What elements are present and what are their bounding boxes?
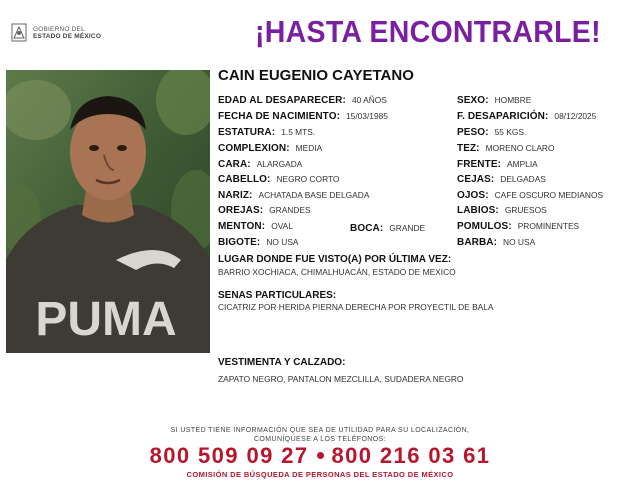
- field-value: 08/12/2025: [554, 111, 597, 121]
- contact-info-line1: SI USTED TIENE INFORMACIÓN QUE SEA DE UTILIDAD PARA SU LOCALIZACIÓN,: [170, 427, 470, 434]
- field-label: POMULOS:: [457, 221, 512, 232]
- field-value: 55 KGS.: [494, 127, 527, 137]
- field-ojos: [457, 189, 603, 202]
- clothing-value: ZAPATO NEGRO, PANTALON MEZCLILLA, SUDADERA NEGRO: [218, 374, 464, 384]
- field-label: OJOS:: [457, 190, 489, 201]
- distinguishing-marks-value: CICATRIZ POR HERIDA PIERNA DERECHA POR PROYECTIL DE BALA: [218, 302, 494, 312]
- field-label: NARIZ:: [218, 190, 253, 201]
- logo-line1: GOBIERNO DEL: [33, 25, 85, 33]
- last-seen-title: LUGAR DONDE FUE VISTO(A) POR ÚLTIMA VEZ:: [218, 254, 452, 265]
- field-value: CAFE OSCURO MEDIANOS: [494, 190, 604, 200]
- phone-number-2[interactable]: 800 216 03 61: [331, 443, 491, 468]
- field-value: OVAL: [271, 221, 293, 231]
- field-label: FECHA DE NACIMIENTO:: [218, 111, 340, 122]
- field-label: ESTATURA:: [218, 127, 276, 138]
- headline: ¡HASTA ENCONTRARLE!: [255, 14, 601, 49]
- field-value: HOMBRE: [494, 95, 532, 105]
- field-peso: [457, 126, 526, 139]
- field-value: NO USA: [266, 237, 299, 247]
- field-labios: [457, 204, 547, 217]
- field-orejas: [218, 204, 311, 217]
- field-tez: [457, 142, 555, 155]
- field-edad: [218, 94, 387, 107]
- field-label: F. DESAPARICIÓN:: [457, 111, 549, 122]
- field-nacimiento: [218, 110, 388, 123]
- field-label: CEJAS:: [457, 174, 495, 185]
- field-menton: [218, 220, 293, 233]
- field-label: COMPLEXION:: [218, 143, 290, 154]
- person-name: CAIN EUGENIO CAYETANO: [218, 67, 414, 84]
- person-photo-illustration: [6, 70, 210, 353]
- field-value: NO USA: [503, 237, 536, 247]
- field-value: PROMINENTES: [517, 221, 580, 231]
- shirt-text: PUMA: [35, 293, 177, 346]
- field-label: BOCA:: [350, 223, 384, 234]
- field-barba: [457, 236, 535, 249]
- distinguishing-marks-title: SENAS PARTICULARES:: [218, 290, 337, 301]
- field-value: MORENO CLARO: [485, 143, 555, 153]
- field-label: BARBA:: [457, 237, 498, 248]
- field-label: BIGOTE:: [218, 237, 261, 248]
- field-value: GRUESOS: [504, 205, 547, 215]
- field-cejas: [457, 173, 546, 186]
- field-cara: [218, 158, 302, 171]
- field-label: OREJAS:: [218, 205, 264, 216]
- commission-footer: COMISIÓN DE BÚSQUEDA DE PERSONAS DEL ESTADO DE MÉXICO: [186, 470, 454, 479]
- field-value: AMPLIA: [507, 159, 538, 169]
- field-value: MEDIA: [295, 143, 323, 153]
- field-label: CARA:: [218, 159, 251, 170]
- field-label: MENTON:: [218, 221, 266, 232]
- logo-line2: ESTADO DE MÉXICO: [33, 33, 102, 40]
- field-frente: [457, 158, 538, 171]
- field-desaparicion: [457, 110, 596, 123]
- missing-person-photo: [6, 70, 210, 353]
- field-value: DELGADAS: [500, 174, 546, 184]
- contact-info-line2: COMUNÍQUESE A LOS TELÉFONOS:: [253, 436, 387, 443]
- phone-numbers: [0, 443, 640, 469]
- field-label: CABELLO:: [218, 174, 271, 185]
- field-cabello: [218, 173, 339, 186]
- field-label: PESO:: [457, 127, 489, 138]
- field-value: 40 AÑOS: [351, 95, 387, 105]
- field-value: NEGRO CORTO: [276, 174, 340, 184]
- field-boca: [350, 222, 425, 235]
- field-value: ALARGADA: [256, 159, 303, 169]
- last-seen-value: BARRIO XOCHIACA, CHIMALHUACÁN, ESTADO DE MEXICO: [218, 267, 456, 277]
- field-value: 15/03/1985: [346, 111, 388, 121]
- field-label: FRENTE:: [457, 159, 502, 170]
- field-sexo: [457, 94, 531, 107]
- phone-number-1[interactable]: 800 509 09 27: [149, 443, 309, 468]
- field-label: TEZ:: [457, 143, 480, 154]
- logo-text: [33, 26, 101, 41]
- field-nariz: [218, 189, 369, 202]
- field-label: LABIOS:: [457, 205, 499, 216]
- field-estatura: [218, 126, 315, 139]
- field-bigote: [218, 236, 299, 249]
- separator-dot-icon: [317, 452, 324, 459]
- field-complexion: [218, 142, 322, 155]
- field-value: 1.5 MTS.: [281, 127, 316, 137]
- field-value: ACHATADA BASE DELGADA: [258, 190, 370, 200]
- government-logo: [10, 20, 130, 46]
- field-value: GRANDE: [389, 223, 426, 233]
- field-value: GRANDES: [269, 205, 311, 215]
- clothing-title: VESTIMENTA Y CALZADO:: [218, 357, 346, 368]
- field-label: EDAD AL DESAPARECER:: [218, 95, 346, 106]
- field-pomulos: [457, 220, 579, 233]
- state-emblem-icon: [10, 22, 28, 44]
- field-label: SEXO:: [457, 95, 489, 106]
